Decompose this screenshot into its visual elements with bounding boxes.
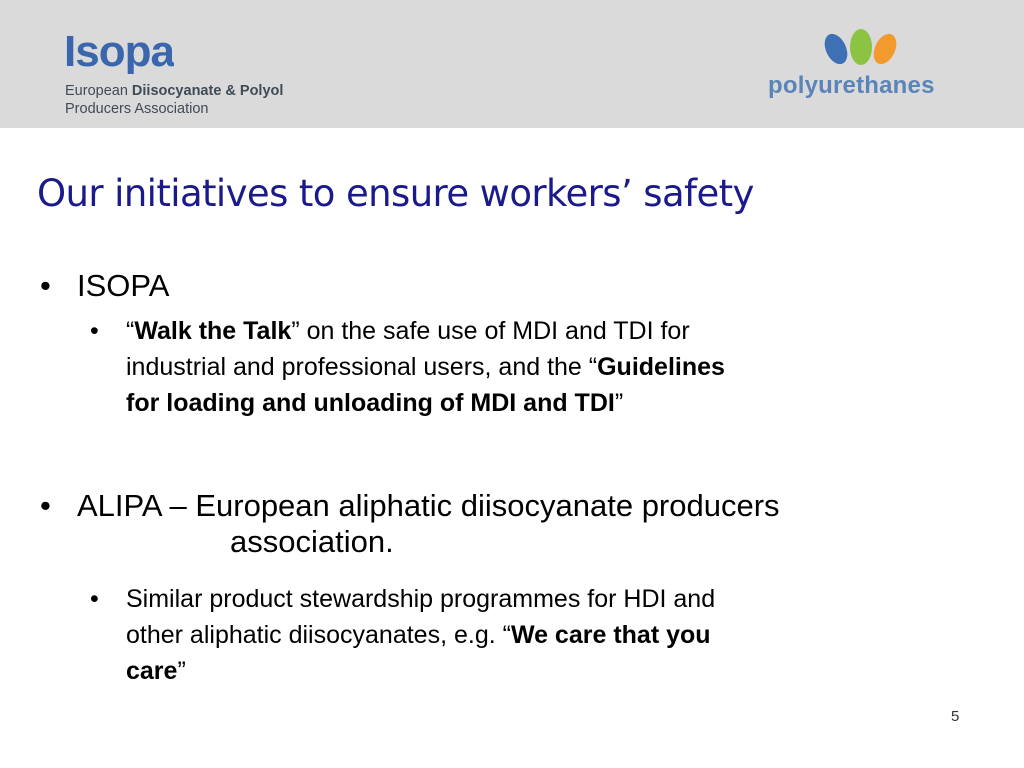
- bullet-dot: •: [40, 488, 51, 523]
- bullet-alipa-text: ALIPA – European aliphatic diisocyanate producers association.: [77, 488, 780, 559]
- polyurethanes-logo-text: polyurethanes: [768, 72, 935, 99]
- isopa-logo: [64, 26, 174, 74]
- bullet-dot: •: [90, 317, 99, 345]
- bullet-dot: •: [40, 268, 51, 303]
- slide-title: Our initiatives to ensure workers’ safety: [37, 172, 754, 215]
- association-line2: Producers Association: [65, 101, 209, 117]
- bullet-dot: •: [90, 585, 99, 613]
- sub-bullet-walk-the-talk-text: “Walk the Talk” on the safe use of MDI and TDI for industrial and professional users, and the “Guidelines for loading and unloading of MDI and TDI”: [126, 317, 725, 417]
- sub-bullet-we-care-text: Similar product stewardship programmes for HDI and other aliphatic diisocyanates, e.g. “We care that you care”: [126, 585, 716, 685]
- polyurethanes-leaf-icon: [824, 27, 899, 73]
- bullet-isopa-text: ISOPA: [77, 268, 170, 303]
- svg-text:Isopa: Isopa: [64, 27, 174, 74]
- association-name: [65, 82, 283, 118]
- association-line1: European Diisocyanate & Polyol: [65, 83, 284, 99]
- page-number: 5: [951, 708, 960, 725]
- slide-header: [0, 0, 1024, 128]
